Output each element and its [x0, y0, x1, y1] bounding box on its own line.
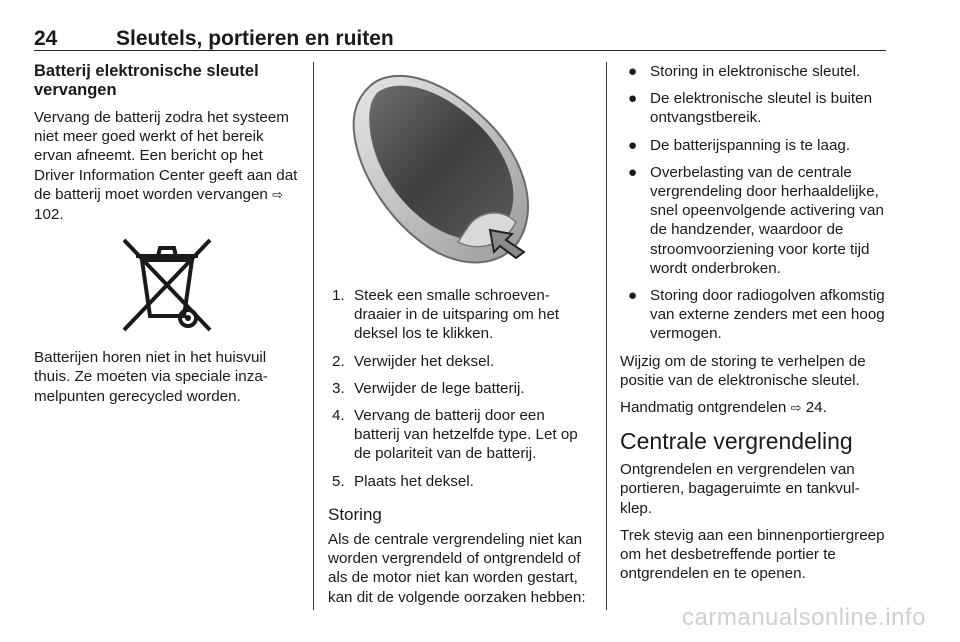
- central-locking-paragraph-2: Trek stevig aan een binnenportiergreep om het desbetreffende portier te ontgrendelen en te openen.: [620, 526, 885, 583]
- list-item: ● De elektronische sleutel is buiten ontvangstbereik.: [628, 90, 873, 127]
- bullet-icon: ●: [628, 287, 638, 305]
- column-divider: [313, 62, 314, 610]
- central-locking-heading: Centrale vergrendeling: [620, 428, 853, 455]
- list-item: 5. Plaats het deksel.: [332, 472, 474, 490]
- left-column: [34, 62, 300, 414]
- list-item: ● Storing door radiogolven afkomstig van externe zenders met een hoog vermogen.: [628, 287, 885, 343]
- fault-causes-list: [620, 62, 886, 344]
- cross-reference-arrow-icon: ⇨: [272, 187, 283, 203]
- fix-paragraph: Wijzig om de storing te verhelpen de positie van de elektronische sleutel.: [620, 352, 866, 389]
- key-fob-icon: [328, 62, 592, 274]
- crossed-out-wheelie-bin-icon: [114, 232, 218, 336]
- page-header: [34, 22, 886, 51]
- section-heading: Batterij elektronische sleutel vervangen: [34, 62, 259, 99]
- bullet-icon: ●: [628, 90, 638, 108]
- bullet-icon: ●: [628, 136, 638, 154]
- middle-column: [328, 62, 592, 615]
- column-divider: [606, 62, 607, 610]
- list-item: 2. Verwijder het deksel.: [332, 352, 495, 370]
- storing-paragraph: Als de centrale vergrendeling niet kan worden vergrendeld of ontgrendeld of als de motor niet kan worden gestart, kan dit de volgende oorzaken hebben:: [328, 531, 586, 606]
- list-item: 3. Verwijder de lege batterij.: [332, 379, 525, 397]
- battery-replacement-steps: [328, 286, 592, 491]
- page-reference-link[interactable]: 102.: [34, 206, 64, 224]
- storing-heading: Storing: [328, 504, 382, 524]
- running-title: Sleutels, portieren en ruiten: [116, 27, 394, 50]
- list-item: ● De batterijspanning is te laag.: [628, 136, 851, 154]
- list-item: 4. Vervang de batterij door een batterij van hetzelfde type. Let op de polariteit van de batterij.: [332, 407, 578, 463]
- cross-reference-arrow-icon: ⇨: [790, 401, 802, 417]
- manual-unlock-reference: Handmatig ontgrendelen ⇨ 24.: [620, 399, 827, 417]
- page-number: 24: [34, 27, 58, 50]
- page-reference-link[interactable]: 24.: [805, 399, 827, 417]
- list-item: ● Storing in elektronische sleutel.: [628, 63, 861, 80]
- watermark: carmanualsonline.info: [682, 604, 926, 631]
- intro-paragraph: Vervang de batterij zodra het systeem niet meer goed werkt of het bereik ervan afneemt. Een bericht op het Driver Information Center geeft aan dat de batterij moet worden vervangen ⇨ 102.: [34, 109, 298, 224]
- bullet-icon: ●: [628, 63, 638, 80]
- list-item: ● Overbelasting van de centrale vergrendeling door herhaaldelijke, snel opeenvolgende activering van de handzender, waardoor de stroomvoorziening voor korte tijd wordt onderbroken.: [628, 163, 884, 277]
- bullet-icon: ●: [628, 163, 638, 181]
- right-column: [620, 62, 886, 591]
- disposal-paragraph: Batterijen horen niet in het huisvuil thuis. Ze moeten via speciale inzamelpunten gerecycled worden.: [34, 349, 268, 405]
- list-item: 1. Steek een smalle schroevendraaier in de uitsparing om het deksel los te klikken.: [332, 287, 560, 343]
- central-locking-paragraph-1: Ontgrendelen en vergrendelen van portieren, bagageruimte en tankvulklep.: [620, 461, 860, 517]
